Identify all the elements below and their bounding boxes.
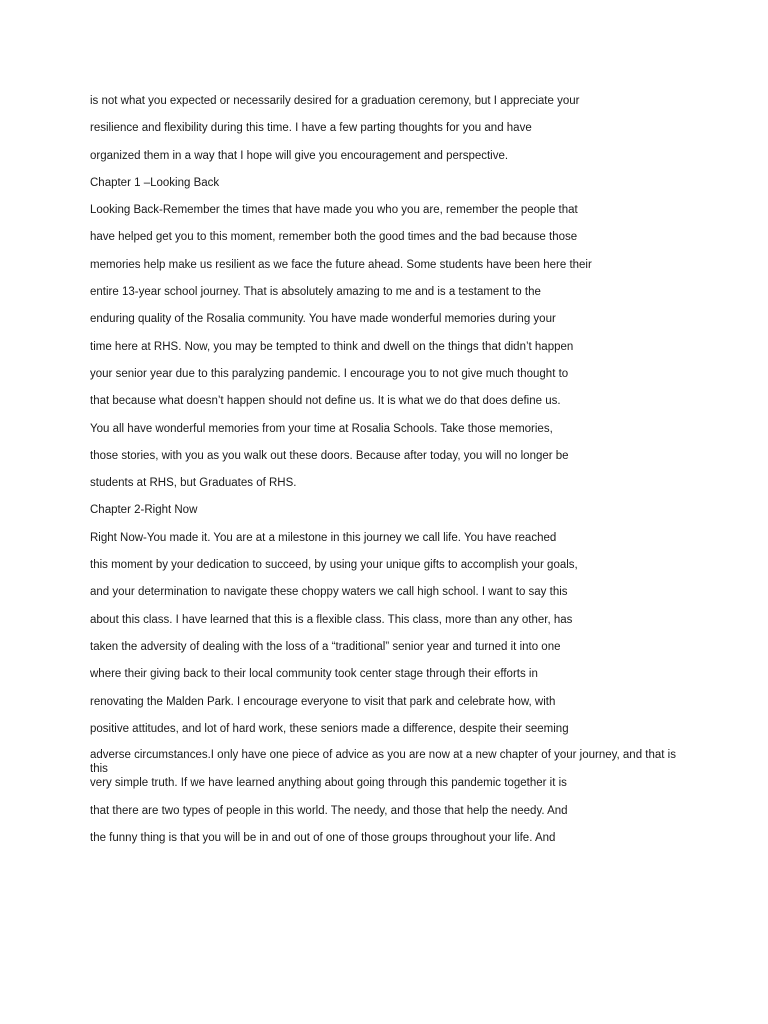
text-line: that because what doesn’t happen should not define us. It is what we do that does define us. [90, 395, 561, 408]
text-line: resilience and flexibility during this time. I have a few parting thoughts for you and have [90, 122, 532, 135]
chapter-heading: Chapter 1 –Looking Back [90, 176, 220, 189]
text-line: positive attitudes, and lot of hard work, these seniors made a difference, despite their seeming [90, 722, 569, 735]
text-line: renovating the Malden Park. I encourage everyone to visit that park and celebrate how, with [90, 695, 556, 708]
text-line: time here at RHS. Now, you may be tempted to think and dwell on the things that didn’t happen [90, 340, 574, 353]
text-line: those stories, with you as you walk out these doors. Because after today, you will no longer be [90, 449, 569, 462]
text-line: and your determination to navigate these choppy waters we call high school. I want to say this [90, 586, 568, 599]
text-line: Right Now-You made it. You are at a milestone in this journey we call life. You have reached [90, 531, 557, 544]
chapter-heading: Chapter 2-Right Now [90, 504, 198, 517]
text-line: enduring quality of the Rosalia community. You have made wonderful memories during your [90, 313, 556, 326]
text-line: entire 13-year school journey. That is absolutely amazing to me and is a testament to the [90, 286, 541, 299]
text-line: adverse circumstances.I only have one piece of advice as you are now at a new chapter of your journey, and that is this [90, 749, 676, 776]
text-line: that there are two types of people in this world. The needy, and those that help the needy. And [90, 804, 568, 817]
text-line: Looking Back-Remember the times that have made you who you are, remember the people that [90, 204, 578, 217]
text-line: this moment by your dedication to succeed, by using your unique gifts to accomplish your goals, [90, 559, 578, 572]
text-line: taken the adversity of dealing with the loss of a “traditional” senior year and turned it into one [90, 640, 561, 653]
text-line: about this class. I have learned that this is a flexible class. This class, more than any other, has [90, 613, 573, 626]
text-line: the funny thing is that you will be in and out of one of those groups throughout your life. And [90, 832, 556, 845]
text-line: is not what you expected or necessarily desired for a graduation ceremony, but I appreciate your [90, 95, 580, 107]
text-line: You all have wonderful memories from your time at Rosalia Schools. Take those memories, [90, 422, 553, 435]
text-line: students at RHS, but Graduates of RHS. [90, 477, 297, 490]
text-line: your senior year due to this paralyzing pandemic. I encourage you to not give much thought to [90, 367, 569, 380]
text-line: organized them in a way that I hope will give you encouragement and perspective. [90, 149, 509, 162]
text-line: where their giving back to their local community took center stage through their efforts in [90, 668, 538, 681]
text-line: memories help make us resilient as we face the future ahead. Some students have been here their [90, 258, 592, 271]
document-page [90, 93, 690, 857]
text-line: have helped get you to this moment, remember both the good times and the bad because those [90, 231, 578, 244]
text-line: very simple truth. If we have learned anything about going through this pandemic together it is [90, 777, 567, 790]
